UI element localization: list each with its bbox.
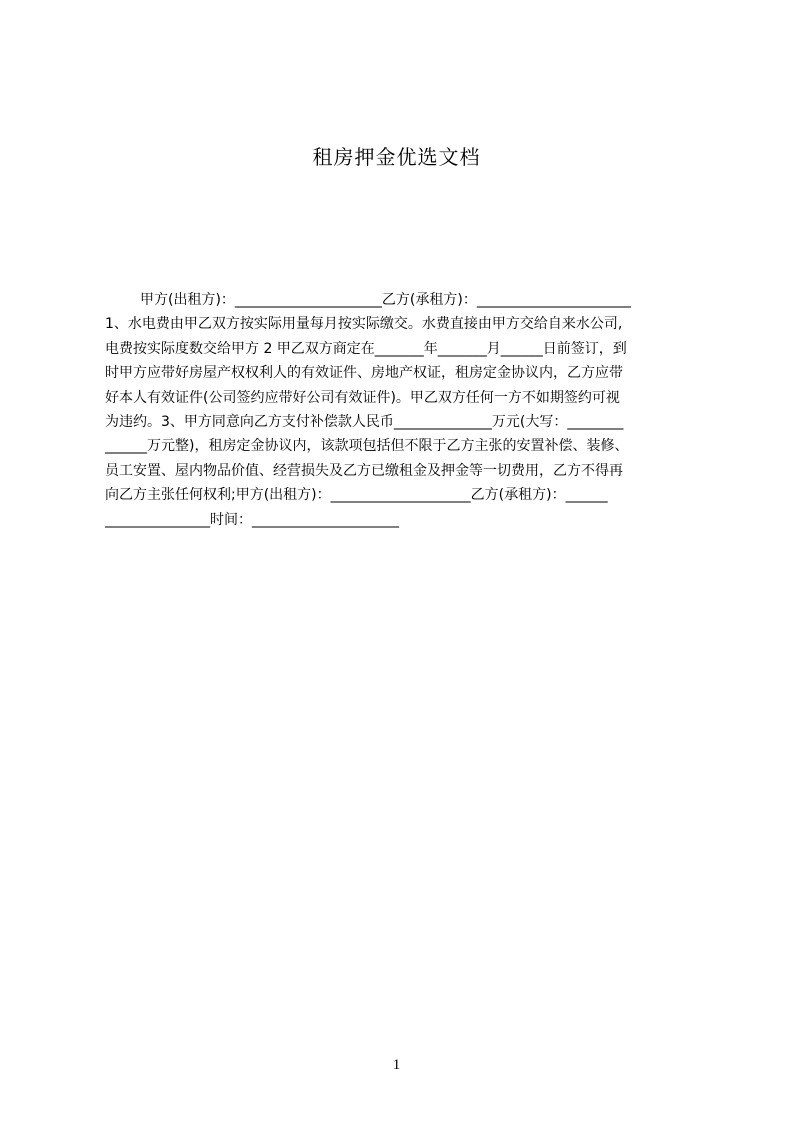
body-line-2: 1、水电费由甲乙双方按实际用量每月按实际缴交。水费直接由甲方交给自来水公司, (105, 316, 623, 333)
body-line-4: 时甲方应带好房屋产权权利人的有效证件、房地产权证，租房定金协议内，乙方应带 (105, 365, 623, 382)
page-number: 1 (392, 1057, 401, 1073)
body-line-1: 甲方(出租方)：_____________________乙方(承租方)：______________________ (140, 292, 631, 308)
body-line-7: ______万元整)，租房定金协议内，该款项包括但不限于乙方主张的安置补偿、装修、 (105, 438, 629, 455)
body-line-3: 电费按实际度数交给甲方 2 甲乙双方商定在_______年_______月______日前签订，到 (105, 340, 627, 357)
body-line-6: 为违约。3、甲方同意向乙方支付补偿款人民币______________万元(大写：________ (105, 413, 624, 430)
document-title: 租房押金优选文档 (312, 145, 481, 169)
body-line-8: 员工安置、屋内物品价值、经营损失及乙方已缴租金及押金等一切费用，乙方不得再 (105, 462, 623, 479)
document-body (105, 288, 701, 532)
body-line-5: 好本人有效证件(公司签约应带好公司有效证件)。甲乙双方任何一方不如期签约可视 (105, 389, 620, 406)
body-line-10: _______________时间：_____________________ (105, 511, 399, 528)
body-line-9: 向乙方主张任何权利;甲方(出租方)：____________________乙方(承租方)：______ (105, 487, 608, 504)
